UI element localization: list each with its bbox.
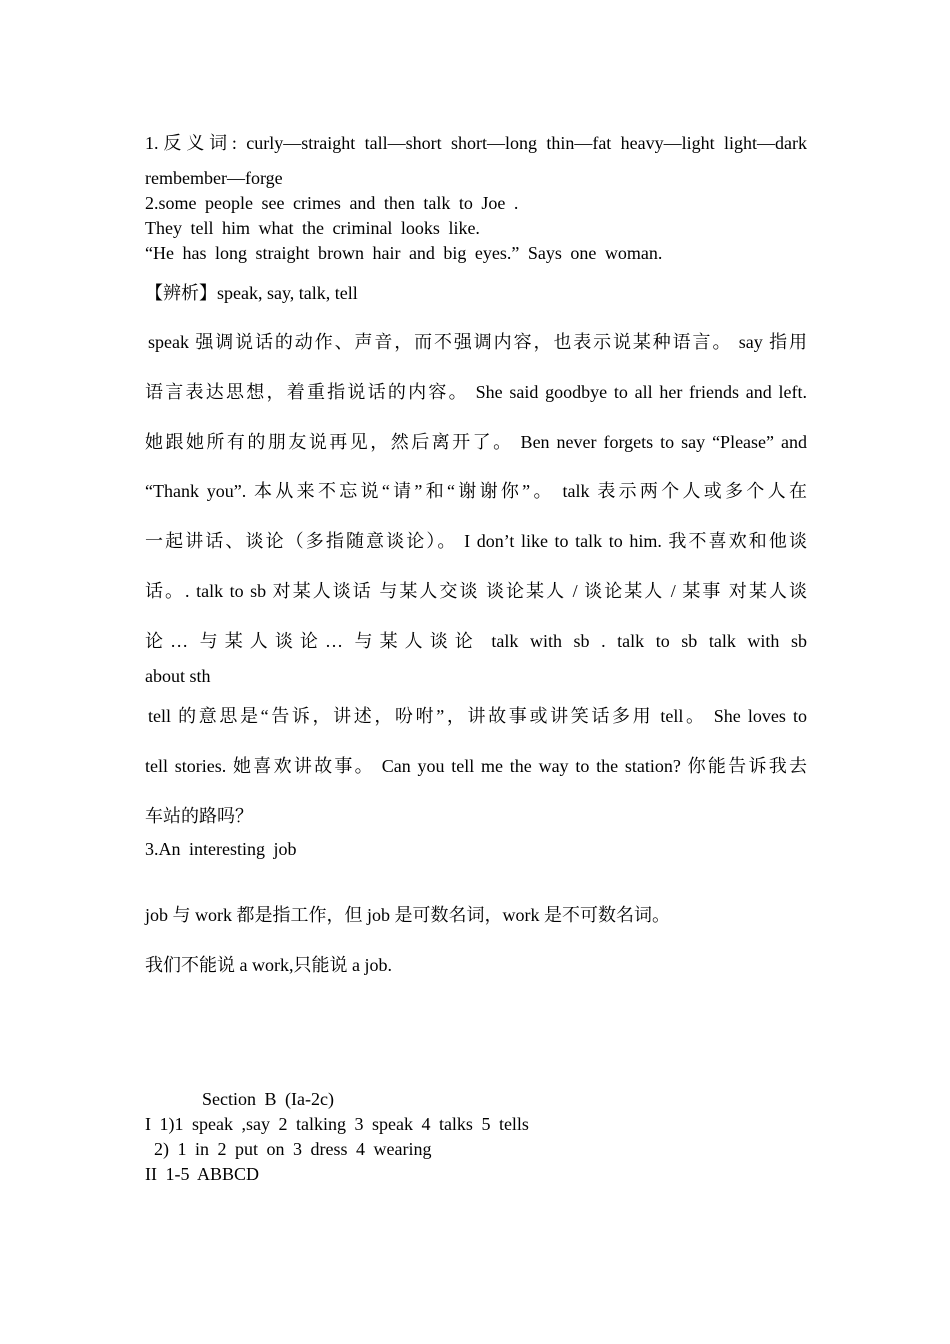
- text-line: speak 强调说话的动作、声音，而不强调内容，也表示说某种语言。 say 指用: [148, 332, 807, 352]
- answer-line: 2) 1 in 2 put on 3 dress 4 wearing: [154, 1139, 432, 1159]
- text-line: job 与 work 都是指工作，但 job 是可数名词，work 是不可数名词。: [145, 905, 670, 925]
- text-line: 车站的路吗？: [145, 806, 253, 826]
- text-line: 一起讲话、谈论（多指随意谈论）。 I don’t like to talk to him. 我不喜欢和他谈: [145, 531, 807, 551]
- text-line: 2.some people see crimes and then talk to Joe .: [145, 193, 519, 213]
- text-line: 话。. talk to sb 对某人谈话 与某人交谈 谈论某人 / 谈论某人 / 某事 对某人谈: [145, 581, 807, 601]
- answer-line: I 1)1 speak ,say 2 talking 3 speak 4 talks 5 tells: [145, 1114, 529, 1134]
- text-line: 我们不能说 a work,只能说 a job.: [145, 955, 392, 975]
- text-line: tell stories. 她喜欢讲故事。 Can you tell me the way to the station? 你能告诉我去: [145, 756, 807, 776]
- section-title: Section B (Ia-2c): [202, 1089, 334, 1109]
- text-line: about sth: [145, 666, 211, 686]
- section-heading: 【辨析】speak, say, talk, tell: [145, 283, 358, 303]
- text-line: 她跟她所有的朋友说再见，然后离开了。 Ben never forgets to say “Please” and: [145, 432, 807, 452]
- text-line: 论… 与某人谈论… 与某人谈论 talk with sb . talk to sb talk with sb: [145, 631, 807, 651]
- text-line: “Thank you”. 本从来不忘说“请”和“谢谢你”。 talk 表示两个人或多个人在: [145, 481, 807, 501]
- section-heading: 3.An interesting job: [145, 839, 297, 859]
- text-line: They tell him what the criminal looks like.: [145, 218, 480, 238]
- text-line: rembember—forge: [145, 168, 283, 188]
- text-line: “He has long straight brown hair and big eyes.” Says one woman.: [145, 243, 663, 263]
- text-line: 1.反义词: curly—straight tall—short short—long thin—fat heavy—light light—dark: [145, 133, 807, 153]
- text-line: 语言表达思想，着重指说话的内容。 She said goodbye to all her friends and left.: [145, 382, 807, 402]
- answer-line: II 1-5 ABBCD: [145, 1164, 260, 1184]
- text-line: tell 的意思是“告诉，讲述，吩咐”，讲故事或讲笑话多用 tell。 She loves to: [148, 706, 807, 726]
